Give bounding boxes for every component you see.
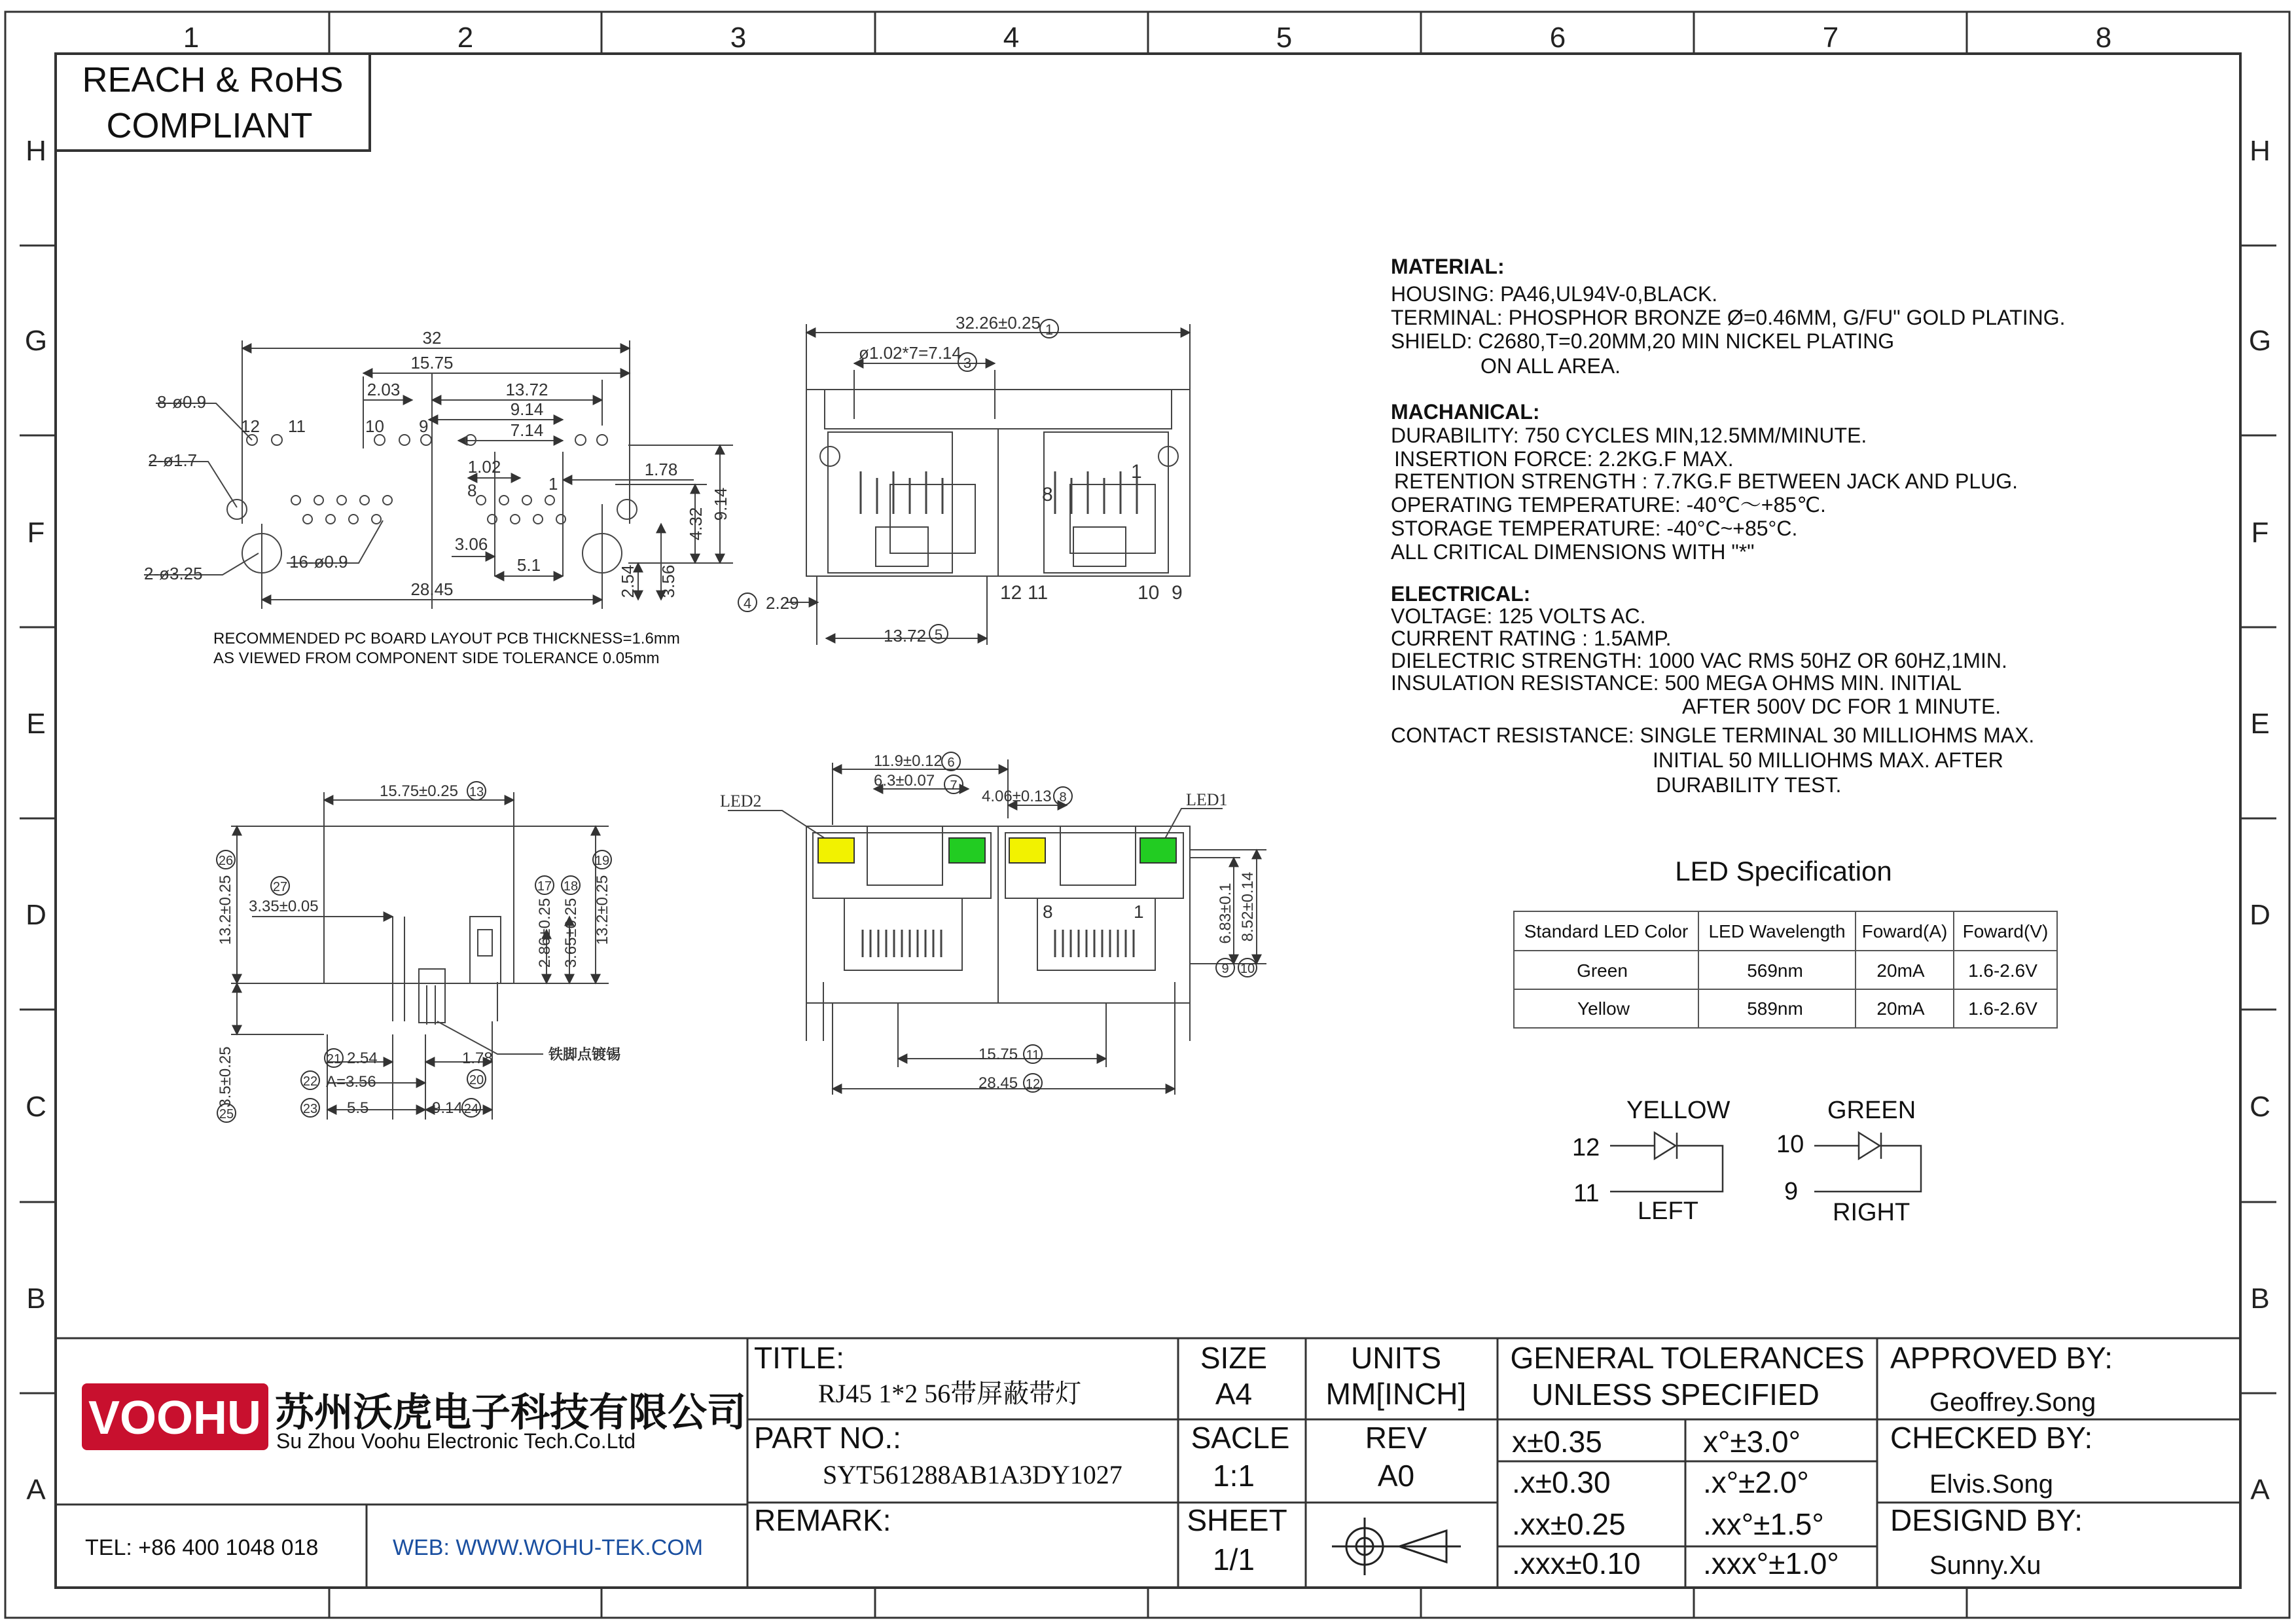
led1-green-indicator [1140, 838, 1176, 863]
zone-row-label: H [26, 135, 46, 167]
front-view [785, 324, 1190, 645]
side-ref-21-number: 21 [326, 1052, 342, 1067]
specifications [1391, 255, 2066, 797]
side-tinning-callout: 铁脚点镀锡 [548, 1046, 621, 1063]
led-dim-15-75: 15.75 [978, 1046, 1018, 1063]
side-dim-3-35: 3.35±0.05 [249, 898, 319, 915]
part-number-label: PART NO.: [754, 1421, 901, 1455]
electrical-line: VOLTAGE: 125 VOLTS AC. [1391, 604, 1646, 628]
side-ref-26-number: 26 [218, 854, 234, 868]
pcb-pin-10: 10 [365, 416, 384, 436]
led-ref-12-number: 12 [1025, 1077, 1041, 1091]
pcb-hole-label-16: 16-ø0.9 [289, 552, 348, 572]
led-ref-9-number: 9 [1221, 962, 1229, 976]
pcb-pin-1: 1 [548, 474, 558, 494]
scale-value: 1:1 [1213, 1459, 1255, 1493]
zone-row-label: G [2248, 325, 2272, 357]
material-line: TERMINAL: PHOSPHOR BRONZE Ø=0.46MM, G/FU" GOLD PLATING. [1391, 306, 2066, 329]
third-angle-projection-symbol [1332, 1518, 1461, 1575]
compliance-box [56, 54, 370, 151]
led-spec-cell: Green [1577, 960, 1628, 981]
front-ref-3-number: 3 [963, 355, 972, 371]
size-label: SIZE [1200, 1341, 1268, 1375]
side-dim-15-75: 15.75±0.25 [380, 782, 458, 800]
led-spec-cell: 569nm [1747, 960, 1803, 981]
led-ref-11-number: 11 [1026, 1048, 1040, 1063]
compliance-line1: REACH & RoHS [82, 60, 344, 100]
mechanical-line: STORAGE TEMPERATURE: -40°C~+85°C. [1391, 517, 1798, 540]
schematic-left-label: LEFT [1638, 1197, 1698, 1225]
checked-by-label: CHECKED BY: [1890, 1421, 2093, 1455]
pcb-pin-8: 8 [467, 481, 477, 500]
tolerance-angular: .x°±2.0° [1703, 1465, 1809, 1499]
title-value: RJ45 1*2 56带屏蔽带灯 [818, 1379, 1082, 1408]
side-view-labels [217, 782, 620, 1122]
electrical-title: ELECTRICAL: [1391, 582, 1531, 606]
zone-col-label: 7 [1822, 22, 1839, 54]
side-dim-13-2-left: 13.2±0.25 [217, 875, 234, 945]
remark-label: REMARK: [754, 1503, 891, 1537]
tolerance-linear: .xx±0.25 [1512, 1507, 1626, 1541]
mechanical-line: ALL CRITICAL DIMENSIONS WITH "*" [1391, 540, 1755, 564]
zone-col-label: 5 [1276, 22, 1293, 54]
led-ref-8-number: 8 [1059, 790, 1067, 805]
side-dim-13-2-right: 13.2±0.25 [594, 875, 611, 945]
compliance-line2: COMPLIANT [106, 106, 313, 145]
tolerance-angular: .xx°±1.5° [1703, 1507, 1824, 1541]
zone-row-label: G [24, 325, 48, 357]
rev-label: REV [1365, 1421, 1427, 1455]
pcb-dim-3-06: 3.06 [454, 534, 488, 554]
zone-row-label: F [27, 517, 45, 549]
pcb-pin-11: 11 [288, 416, 306, 436]
zone-row-label: H [2250, 135, 2270, 167]
zone-row-label: A [2250, 1474, 2270, 1506]
pcb-layout-labels [144, 328, 730, 667]
scale-label: SACLE [1191, 1421, 1290, 1455]
zone-row-label: C [2250, 1091, 2270, 1123]
led-ref-6-number: 6 [947, 756, 955, 770]
schematic-green-label: GREEN [1827, 1097, 1916, 1124]
led-dim-8-52: 8.52±0.14 [1239, 871, 1257, 942]
side-ref-22-number: 22 [302, 1074, 318, 1089]
led-spec-header: LED Wavelength [1708, 921, 1846, 941]
led-spec-table [1514, 856, 2057, 1028]
pcb-dim-1-02: 1.02 [467, 457, 501, 477]
led-schematic [1572, 1097, 1921, 1226]
led-spec-cell: Yellow [1577, 998, 1630, 1019]
side-ref-20-number: 20 [469, 1073, 484, 1087]
pcb-dim-13-72: 13.72 [505, 380, 548, 399]
general-tolerances-line2: UNLESS SPECIFIED [1532, 1377, 1820, 1412]
zone-dividers [20, 12, 2276, 1618]
front-port-label-8: 8 [1042, 484, 1053, 505]
size-value: A4 [1215, 1377, 1253, 1411]
electrical-line: INSULATION RESISTANCE: 500 MEGA OHMS MIN. INITIAL [1391, 671, 1962, 695]
schematic-pin-10: 10 [1776, 1131, 1804, 1158]
rev-value: A0 [1377, 1459, 1415, 1493]
front-ref-5-number: 5 [934, 627, 943, 643]
led-dim-6-3: 6.3±0.07 [874, 772, 935, 790]
pcb-dim-2-54: 2.54 [618, 564, 637, 598]
side-ref-27-number: 27 [272, 880, 288, 894]
mechanical-line: DURABILITY: 750 CYCLES MIN,12.5MM/MINUTE. [1391, 424, 1867, 447]
front-port-label-9: 9 [1172, 582, 1183, 604]
company-web: WEB: WWW.WOHU-TEK.COM [393, 1535, 704, 1560]
approved-by-label: APPROVED BY: [1890, 1341, 2113, 1375]
designed-by-value: Sunny.Xu [1929, 1551, 2041, 1580]
tolerance-linear: x±0.35 [1512, 1425, 1602, 1459]
zone-col-label: 4 [1003, 22, 1020, 54]
checked-by-value: Elvis.Song [1929, 1470, 2053, 1499]
zone-col-label: 6 [1549, 22, 1566, 54]
side-dim-3-65: 3.65±0.25 [562, 898, 580, 968]
part-number-value: SYT561288AB1A3DY1027 [823, 1460, 1122, 1489]
zone-col-label: 1 [183, 22, 200, 54]
pcb-note-line1: RECOMMENDED PC BOARD LAYOUT PCB THICKNESS=1.6mm [213, 630, 680, 647]
zone-row-label: E [26, 708, 46, 740]
front-ref-4-number: 4 [743, 595, 752, 611]
pcb-pin-12: 12 [241, 416, 260, 436]
led1-label: LED1 [1186, 790, 1228, 809]
led-ref-7-number: 7 [950, 778, 958, 793]
side-dim-9-14: 9.14 [432, 1099, 463, 1117]
side-dim-5-5: 5.5 [347, 1099, 369, 1117]
pcb-hole-label-3-25: 2-ø3.25 [144, 564, 203, 583]
led-view-labels [720, 752, 1257, 1092]
pcb-dim-7-14: 7.14 [510, 420, 544, 440]
led-spec-cell: 1.6-2.6V [1968, 960, 2037, 981]
led-dim-6-83: 6.83±0.1 [1217, 883, 1234, 944]
mechanical-line: INSERTION FORCE: 2.2KG.F MAX. [1394, 447, 1734, 471]
material-title: MATERIAL: [1391, 255, 1505, 278]
material-line: HOUSING: PA46,UL94V-0,BLACK. [1391, 282, 1718, 306]
led-spec-cell: 1.6-2.6V [1968, 998, 2037, 1019]
front-dim-2-29: 2.29 [766, 593, 799, 613]
side-ref-18-number: 18 [563, 879, 579, 894]
schematic-right-label: RIGHT [1833, 1199, 1910, 1226]
electrical-line: DURABILITY TEST. [1656, 773, 1842, 797]
pcb-pin-9: 9 [419, 416, 429, 436]
front-width-dim: 32.26±0.25 [956, 313, 1041, 333]
side-ref-25-number: 25 [219, 1107, 234, 1122]
tolerance-linear: .x±0.30 [1512, 1465, 1611, 1499]
side-dim-a-3-56: A=3.56 [326, 1073, 376, 1091]
led2-yellow-indicator [818, 838, 854, 863]
sheet-value: 1/1 [1213, 1542, 1255, 1577]
led-dim-11-9: 11.9±0.12 [874, 752, 942, 770]
pcb-hole-label-1-7: 2-ø1.7 [148, 450, 198, 470]
electrical-line: AFTER 500V DC FOR 1 MINUTE. [1682, 695, 2001, 718]
pcb-dim-9-14: 9.14 [510, 399, 544, 419]
led-view [728, 759, 1266, 1095]
zone-row-label: D [26, 899, 46, 931]
electrical-line: CURRENT RATING : 1.5AMP. [1391, 627, 1672, 650]
side-dim-1-78: 1.78 [462, 1049, 493, 1067]
zone-col-label: 8 [2095, 22, 2112, 54]
pcb-dim-2-03: 2.03 [367, 380, 401, 399]
side-dim-2-86: 2.86±0.25 [536, 898, 554, 968]
led2-label: LED2 [720, 792, 762, 811]
pcb-dim-1-78: 1.78 [644, 460, 678, 479]
material-line: ON ALL AREA. [1480, 354, 1621, 378]
pcb-note-line2: AS VIEWED FROM COMPONENT SIDE TOLERANCE 0.05mm [213, 649, 660, 667]
led-spec-header: Foward(A) [1861, 921, 1948, 941]
zone-row-label: E [2250, 708, 2270, 740]
zone-row-label: D [2250, 899, 2270, 931]
pcb-dim-9-14-vertical: 9.14 [711, 487, 730, 521]
company-logo-text: VOOHU [88, 1392, 262, 1444]
approved-by-value: Geoffrey.Song [1929, 1388, 2096, 1417]
front-ref-1-number: 1 [1045, 321, 1054, 338]
zone-col-label: 3 [730, 22, 747, 54]
front-port-label-11: 11 [1028, 582, 1049, 604]
pcb-hole-label-8: 8-ø0.9 [157, 392, 207, 412]
tolerance-angular: x°±3.0° [1703, 1425, 1801, 1459]
general-tolerances-line1: GENERAL TOLERANCES [1510, 1341, 1865, 1375]
led-spec-cell: 589nm [1747, 998, 1803, 1019]
pcb-dim-3-56: 3.56 [658, 564, 678, 598]
mechanical-line: RETENTION STRENGTH : 7.7KG.F BETWEEN JACK AND PLUG. [1394, 469, 2018, 493]
company-name-en: Su Zhou Voohu Electronic Tech.Co.Ltd [276, 1429, 636, 1453]
company-tel: TEL: +86 400 1048 018 [85, 1535, 319, 1560]
zone-row-label: C [26, 1091, 46, 1123]
title-label: TITLE: [754, 1341, 845, 1375]
pcb-dim-15-75: 15.75 [410, 353, 454, 373]
led-view-pin-8: 8 [1043, 902, 1053, 922]
zone-row-label: B [2250, 1283, 2270, 1315]
pcb-dim-32: 32 [422, 328, 442, 348]
electrical-line: DIELECTRIC STRENGTH: 1000 VAC RMS 50HZ OR 60HZ,1MIN. [1391, 649, 2007, 672]
led-indicators [818, 838, 1176, 863]
side-ref-13-number: 13 [469, 785, 484, 799]
sheet-border [5, 12, 2289, 1618]
front-port-label-12: 12 [1000, 582, 1022, 604]
company-name-cn: 苏州沃虎电子科技有限公司 [275, 1391, 746, 1434]
side-ref-17-number: 17 [537, 879, 552, 894]
led-dim-4-06: 4.06±0.13 [982, 788, 1052, 805]
front-port-label-1: 1 [1131, 461, 1142, 483]
led-view-pin-1: 1 [1134, 902, 1144, 922]
schematic-yellow-label: YELLOW [1626, 1097, 1731, 1124]
led-spec-cell: 20mA [1876, 960, 1925, 981]
led-spec-cell: 20mA [1876, 998, 1925, 1019]
schematic-pin-9: 9 [1784, 1178, 1799, 1205]
sheet-label: SHEET [1187, 1503, 1287, 1537]
units-value: MM[INCH] [1325, 1377, 1467, 1411]
side-ref-23-number: 23 [302, 1102, 318, 1116]
side-ref-24-number: 24 [463, 1102, 479, 1116]
zone-col-label: 2 [457, 22, 474, 54]
tolerance-angular: .xxx°±1.0° [1703, 1546, 1839, 1580]
schematic-pin-11: 11 [1573, 1180, 1600, 1207]
front-pitch-dim: ø1.02*7=7.14 [859, 343, 961, 363]
material-line: SHIELD: C2680,T=0.20MM,20 MIN NICKEL PLATING [1391, 329, 1895, 353]
zone-row-label: B [26, 1283, 46, 1315]
front-dim-13-72: 13.72 [884, 626, 927, 646]
units-label: UNITS [1351, 1341, 1441, 1375]
led1-yellow-indicator [1009, 838, 1045, 863]
led-spec-header: Foward(V) [1962, 921, 2049, 941]
side-ref-19-number: 19 [594, 854, 610, 868]
zone-row-label: A [26, 1474, 46, 1506]
mechanical-line: OPERATING TEMPERATURE: -40℃～+85℃. [1391, 493, 1826, 517]
led-dim-28-45: 28.45 [978, 1074, 1018, 1092]
side-dim-3-5: 3.5±0.25 [217, 1046, 234, 1108]
mechanical-title: MACHANICAL: [1391, 400, 1540, 424]
side-dim-2-54: 2.54 [347, 1049, 378, 1067]
pcb-dim-5-1: 5.1 [516, 555, 541, 575]
pcb-dim-4-32: 4.32 [686, 507, 706, 541]
led-spec-title: LED Specification [1675, 856, 1892, 886]
zone-row-label: F [2251, 517, 2269, 549]
tolerance-linear: .xxx±0.10 [1512, 1546, 1641, 1580]
front-port-label-10: 10 [1138, 582, 1160, 604]
electrical-line: CONTACT RESISTANCE: SINGLE TERMINAL 30 MILLIOHMS MAX. [1391, 723, 2035, 747]
title-block [56, 1338, 2240, 1588]
schematic-pin-12: 12 [1572, 1134, 1600, 1161]
pcb-dim-28-45: 28.45 [410, 579, 454, 599]
electrical-line: INITIAL 50 MILLIOHMS MAX. AFTER [1653, 748, 2003, 772]
designed-by-label: DESIGND BY: [1890, 1503, 2083, 1537]
led-spec-header: Standard LED Color [1524, 921, 1689, 941]
led2-green-indicator [949, 838, 985, 863]
led-ref-10-number: 10 [1240, 962, 1255, 976]
